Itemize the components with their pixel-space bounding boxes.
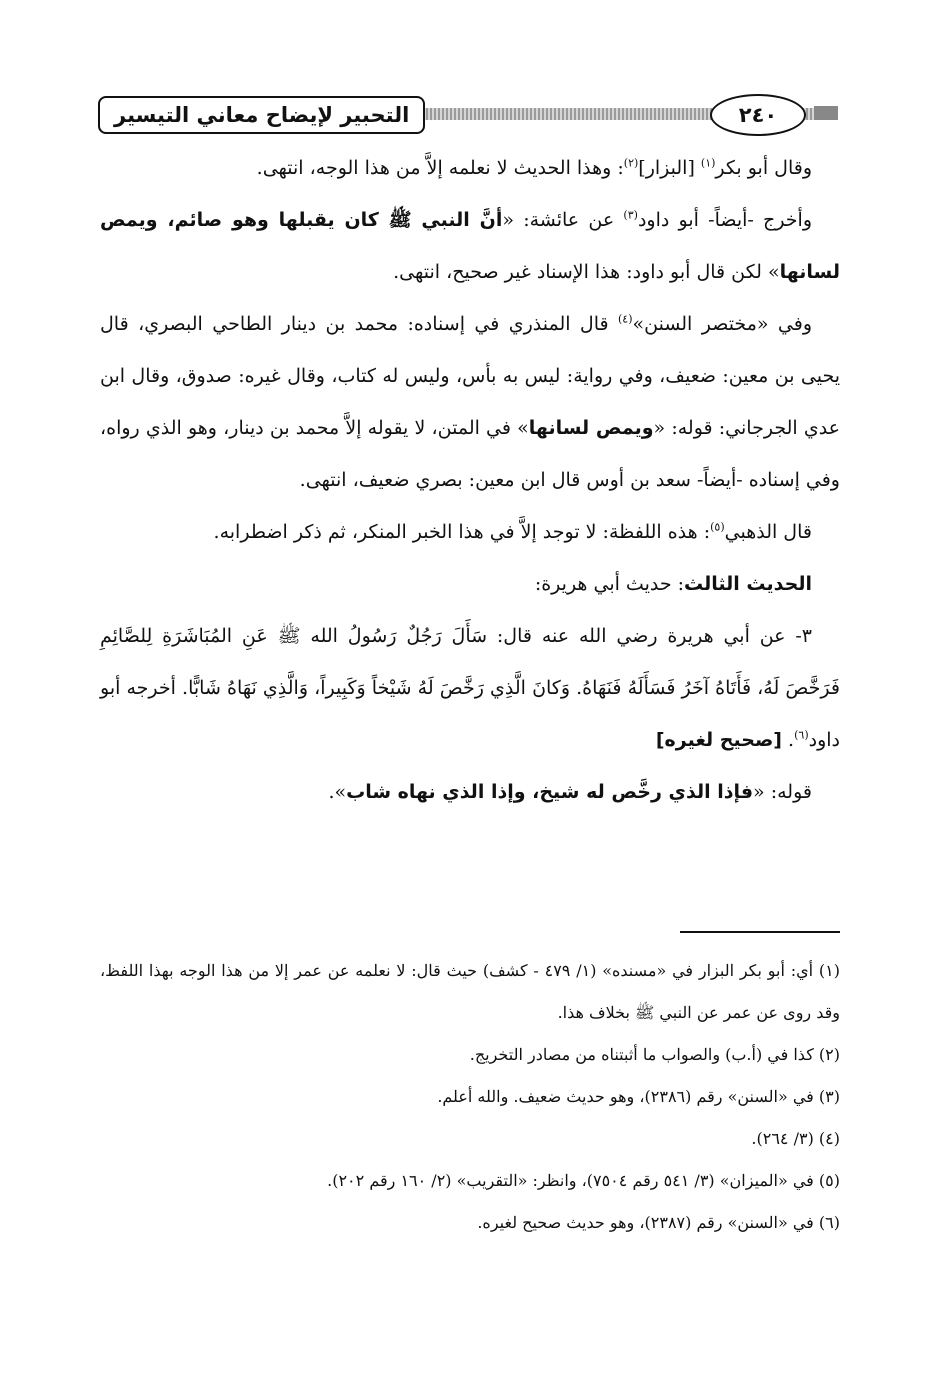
- page-number: ٢٤٠: [710, 94, 806, 136]
- footnote-2: (٢) كذا في (أ.ب) والصواب ما أثبتناه من مصادر التخريج.: [469, 1045, 840, 1064]
- hadith-grade: [صحيح لغيره]: [655, 729, 782, 751]
- footnote-ref: (٢): [623, 156, 639, 170]
- footnote-5: (٥) في «الميزان» (٣/ ٥٤١ رقم ٧٥٠٤)، وانظر: «التقريب» (٢/ ١٦٠ رقم ٢٠٢).: [327, 1171, 840, 1190]
- footnote-separator: [680, 931, 840, 933]
- paragraph-mukhtasar: وفي «مختصر السنن»$^{(٤)}$ قال المنذري في إسناده: محمد بن دينار الطاحي البصري، قال يحيى بن معين: ضعيف، وفي رواية: ليس به بأس، وليس له كتاب، وقال غيره: صدوق، وقال ابن عدي الجرجاني: قوله: «ويمص لسانها» في المتن، لا يقوله إلاَّ محمد بن دينار، وهو الذي رواه، وفي إسناده -أيضاً- سعد بن أوس قال ابن معين: بصري ضعيف، انتهى.: [100, 312, 841, 491]
- footnote-ref: (١): [700, 156, 716, 170]
- quoted-phrase: ويمص لسانها: [528, 417, 654, 439]
- header-rule-end: [814, 106, 838, 120]
- paragraph-abu-dawud: وأخرج -أيضاً- أبو داود$^{(٣)}$ عن عائشة: «أنَّ النبي ﷺ كان يقبلها وهو صائم، ويمص لسانها» لكن قال أبو داود: هذا الإسناد غير صحيح، انتهى.: [100, 208, 840, 283]
- paragraph-bazzar: وقال أبو بكر$^{(١)}$ [البزار]$^{(٢)}$: وهذا الحديث لا نعلمه إلاَّ من هذا الوجه، انتهى.: [256, 156, 812, 179]
- running-header: [98, 94, 838, 134]
- section-heading: الحديث الثالث: حديث أبي هريرة:: [534, 573, 812, 595]
- hadith-three: ٣- عن أبي هريرة رضي الله عنه قال: سَأَلَ رَجُلٌ رَسُولُ الله ﷺ عَنِ المُبَاشَرَةِ لِلصَّائِمِ فَرَخَّصَ لَهُ، فَأَتَاهُ آخَرُ فَسَأَلَهُ فَنَهَاهُ. وَكانَ الَّذِي رَخَّصَ لَهُ شَيْخاً وَكَبِيراً، وَالَّذِي نَهَاهُ شَابًّا. أخرجه أبو داود$^{(٦)}$. [صحيح لغيره]: [100, 625, 840, 751]
- book-title: التحبير لإيضاح معاني التيسير: [98, 96, 425, 134]
- footnote-1: (١) أي: أبو بكر البزار في «مسنده» (١/ ٤٧٩ - كشف) حيث قال: لا نعلمه عن عمر إلا من هذا الوجه بهذا اللفظ، وقد روى عن عمر عن النبي ﷺ بخلاف هذا.: [100, 961, 841, 1022]
- footnote-3: (٣) في «السنن» رقم (٢٣٨٦)، وهو حديث ضعيف. والله أعلم.: [437, 1087, 840, 1106]
- footnote-ref: (٤): [617, 312, 633, 326]
- footnotes: [100, 950, 840, 1244]
- footnote-ref: (٦): [794, 728, 809, 742]
- footnote-ref: (٣): [623, 208, 638, 222]
- hadith-quote: أنَّ النبي ﷺ كان يقبلها وهو صائم، ويمص لسانها: [100, 209, 840, 283]
- footnote-4: (٤) (٣/ ٢٦٤).: [751, 1129, 840, 1148]
- footnote-ref: (٥): [710, 520, 725, 534]
- paragraph-commentary: قوله: «فإذا الذي رخَّص له شيخ، وإذا الذي نهاه شاب».: [328, 781, 812, 803]
- paragraph-dhahabi: قال الذهبي$^{(٥)}$: هذه اللفظة: لا توجد إلاَّ في هذا الخبر المنكر، ثم ذكر اضطرابه.: [213, 520, 812, 543]
- footnote-6: (٦) في «السنن» رقم (٢٣٨٧)، وهو حديث صحيح لغيره.: [477, 1213, 840, 1232]
- main-text: [100, 142, 840, 818]
